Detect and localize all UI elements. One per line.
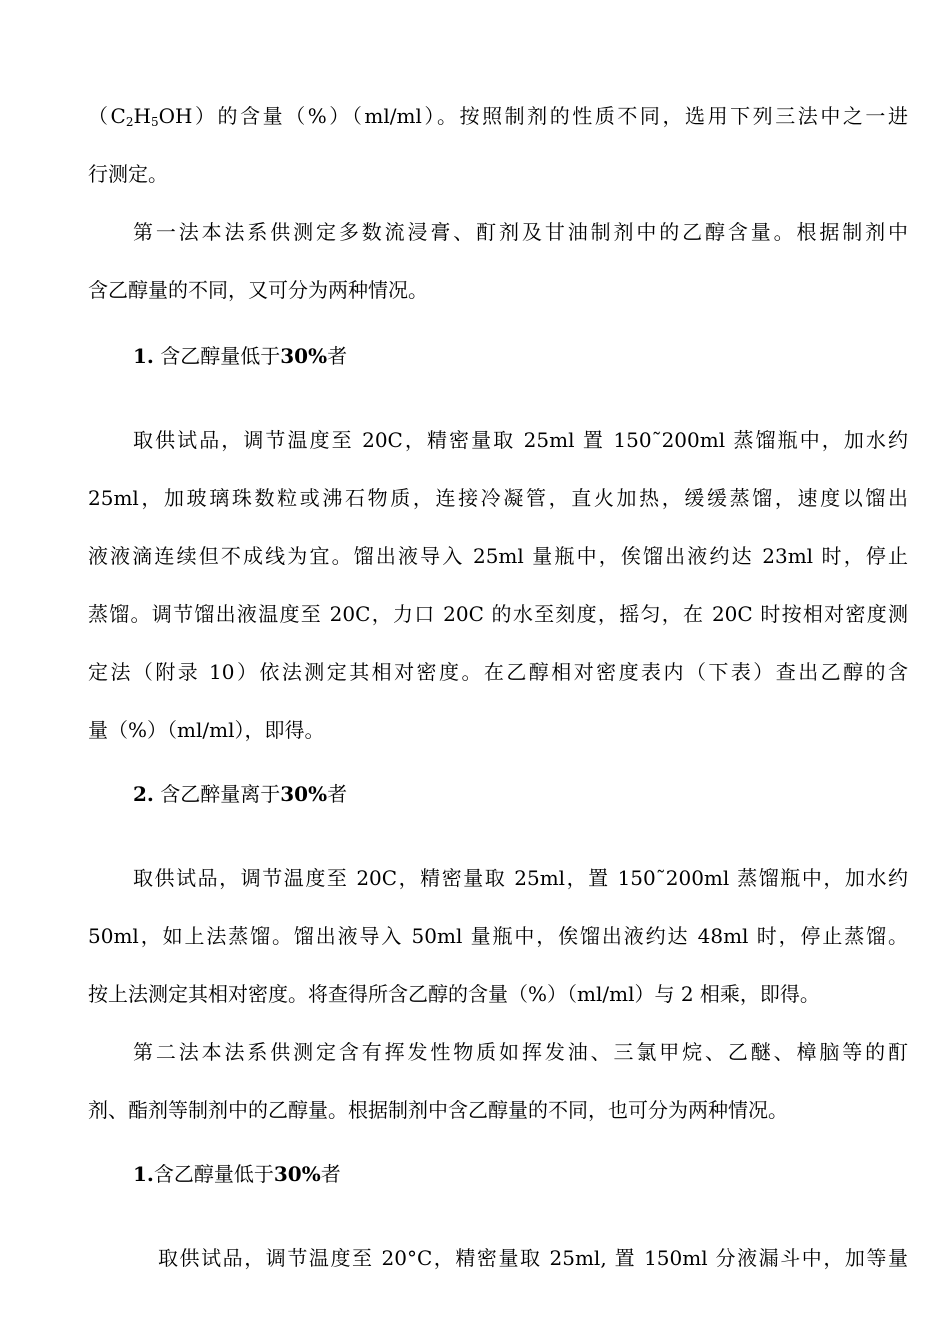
heading-text: 者: [320, 1162, 341, 1186]
paragraph-line: 含乙醇量的不同，又可分为两种情况。: [88, 278, 428, 302]
paragraph-line: 蒸馏。调节馏出液温度至 20C，力口 20C 的水至刻度，摇匀，在 20C 时按相对密度测: [88, 602, 908, 626]
section-heading: [133, 342, 950, 370]
paragraph-line: 取供试品，调节温度至 20°C，精密量取 25ml, 置 150ml 分液漏斗中，加等量: [158, 1246, 908, 1270]
section-heading: [133, 780, 950, 808]
text-span: H: [133, 104, 151, 128]
heading-number: 2.: [133, 782, 154, 806]
paragraph-line: 行测定。: [88, 162, 168, 186]
paragraph-line: 第一法本法系供测定多数流浸膏、酊剂及甘油制剂中的乙醇含量。根据制剂中: [133, 220, 908, 244]
heading-text: 含乙醇量低于: [153, 1162, 274, 1186]
paragraph-line: 剂、酯剂等制剂中的乙醇量。根据制剂中含乙醇量的不同，也可分为两种情况。: [88, 1098, 788, 1122]
paragraph-line: 按上法测定其相对密度。将查得所含乙醇的含量（%）（ml/ml）与 2 相乘，即得。: [88, 982, 820, 1006]
heading-percent: 30%: [280, 782, 328, 806]
heading-text: 含乙醉量离于: [160, 782, 281, 806]
paragraph-line: 25ml，加玻璃珠数粒或沸石物质，连接冷凝管，直火加热，缓缓蒸馏，速度以馏出: [88, 486, 908, 510]
paragraph-line: 量（%）（ml/ml），即得。: [88, 718, 325, 742]
paragraph-line: 50ml，如上法蒸馏。馏出液导入 50ml 量瓶中，俟馏出液约达 48ml 时，停止蒸馏。: [88, 924, 908, 948]
paragraph-line: 取供试品，调节温度至 20C，精密量取 25ml 置 150˜200ml 蒸馏瓶中，加水约: [133, 428, 908, 452]
heading-number: 1.: [133, 1162, 154, 1186]
paragraph-line: 液液滴连续但不成线为宜。馏出液导入 25ml 量瓶中，俟馏出液约达 23ml 时，停止: [88, 544, 908, 568]
section-heading: [133, 1160, 950, 1188]
text-span: OH）的含量（%）（ml/ml）。按照制剂的性质不同，选用下列三法中之一进: [158, 104, 908, 128]
paragraph-line: 定法（附录 10）依法测定其相对密度。在乙醇相对密度表内（下表）查出乙醇的含: [88, 660, 908, 684]
subscript: 2: [125, 115, 134, 129]
subscript: 5: [150, 115, 159, 129]
heading-text: 者: [327, 344, 348, 368]
heading-text: 含乙醇量低于: [160, 344, 281, 368]
heading-percent: 30%: [273, 1162, 321, 1186]
paragraph-line: [88, 102, 908, 136]
paragraph-line: 第二法本法系供测定含有挥发性物质如挥发油、三氯甲烷、乙醚、樟脑等的酊: [133, 1040, 908, 1064]
heading-number: 1.: [133, 344, 154, 368]
text-span: （C: [88, 104, 126, 128]
heading-percent: 30%: [280, 344, 328, 368]
paragraph-line: 取供试品，调节温度至 20C，精密量取 25ml，置 150˜200ml 蒸馏瓶中，加水约: [133, 866, 908, 890]
heading-text: 者: [327, 782, 348, 806]
